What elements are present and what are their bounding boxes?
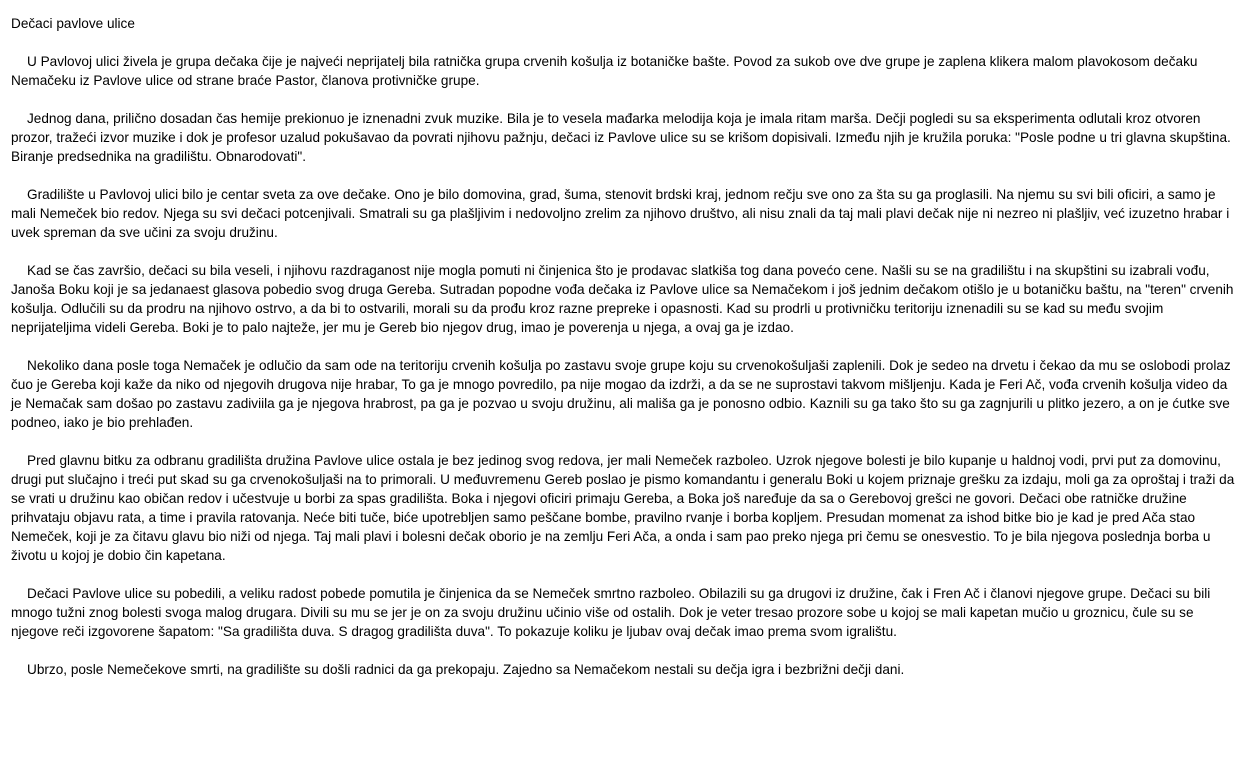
- paragraph-5: Nekoliko dana posle toga Nemaček je odlučio da sam ode na teritoriju crvenih košulja po zastavu svoje grupe koju su crvenokošuljaši zaplenili. Dok je sedeo na drvetu i čekao da mu se oslobodi prolaz čuo je Gereba koji kaže da niko od njegovih drugova nije hrabar, To ga je mnogo povredilo, pa nije mogao da izdrži, a da se ne suprostavi takvom mišljenju. Kada je Feri Ač, vođa crvenih košulja video da je Nemačak sam došao po zastavu zadiviila ga je njegova hrabrost, pa ga je pozvao u svoju družinu, ali mališa ga je ponosno odbio. Kaznili su ga tako što su ga zagnjurili u plitko jezero, a on je ćutke sve podneo, iako je bio prehlađen.: [11, 358, 1231, 430]
- document-title: Dečaci pavlove ulice: [11, 16, 135, 31]
- paragraph-4: Kad se čas završio, dečaci su bila veseli, i njihovu razdraganost nije mogla pomuti ni činjenica što je prodavac slatkiša tog dana povećo cene. Našli su se na gradilištu i na skupštini su izabrali vođu, Janoša Boku koji je sa jedanaest glasova pobedio svog druga Gereba. Sutradan popodne vođa dečaka iz Pavlove ulice sa Nemačekom i još jednim dečakom otišlo je u botaničku baštu, na "teren" crvenih košulja. Odlučili su da prodru na njihovo ostrvo, a da bi to ostvarili, morali su da prođu kroz razne prepreke i opasnosti. Kad su prodrli u protivničku teritoriju iznenadili su se kad su među svojim neprijateljima videli Gereba. Boki je to palo najteže, jer mu je Gereb bio njegov drug, imao je poverenja u njega, a ovaj ga je izdao.: [11, 263, 1234, 335]
- document-body: [11, 14, 1239, 698]
- paragraph-2: Jednog dana, prilično dosadan čas hemije prekionuo je iznenadni zvuk muzike. Bila je to vesela mađarka melodija koja je imala ritam marša. Dečji pogledi su sa eksperimenta odlutali kroz otvoren prozor, tražeći izvor muzike i dok je profesor uzalud pokušavao da povrati njihovu pažnju, dečaci iz Pavlove ulice su se krišom dopisivali. Između njih je kružila poruka: "Posle podne u tri glavna skupština. Biranje predsednika na gradilištu. Obnarodovati".: [11, 111, 1231, 164]
- paragraph-3: Gradilište u Pavlovoj ulici bilo je centar sveta za ove dečake. Ono je bilo domovina, grad, šuma, stenovit brdski kraj, jednom rečju sve ono za šta su ga proglasili. Na njemu su svi bili oficiri, a samo je mali Nemeček bio redov. Njega su svi dečaci potcenjivali. Smatrali su ga plašljivim i nedovoljno zrelim za njihovo društvo, ali nisu znali da taj mali plavi dečak nije ni nezreo ni plašljiv, već izuzetno hrabar i uvek spreman da sve učini za svoju družinu.: [11, 187, 1230, 240]
- paragraph-7: Dečaci Pavlove ulice su pobedili, a veliku radost pobede pomutila je činjenica da se Nemeček smrtno razboleo. Obilazili su ga drugovi iz družine, čak i Fren Ač i članovi njegove grupe. Dečaci su bili mnogo tužni znog bolesti svoga malog drugara. Divili su mu se jer je on za svoju družinu učinio više od ostalih. Dok je veter tresao prozore sobe u kojoj se mali kapetan mučio u groznicu, čule su se njegove reči izgovorene šapatom: "Sa gradilišta duva. S dragog gradilišta duva". To pokazuje koliku je ljubav ovaj dečak imao prema svom igralištu.: [11, 586, 1211, 639]
- paragraph-6: Pred glavnu bitku za odbranu gradilišta družina Pavlove ulice ostala je bez jedinog svog redova, jer mali Nemeček razboleo. Uzrok njegove bolesti je bilo kupanje u haldnoj vodi, prvi put za domovinu, drugi put slučajno i treći put skad su ga crvenokošuljaši na to primorali. U međuvremenu Gereb poslao je pismo komandantu i generalu Boki u kojem priznaje grešku za izdaju, moli ga za oproštaj i traži da se vrati u družinu kao običan redov i učestvuje u borbi za spas gradilišta. Boka i njegovi oficiri primaju Gereba, a Boka još naređuje da sa o Gerebovoj grešci ne govori. Dečaci obe ratničke družine prihvataju objavu rata, a time i pravila ratovanja. Neće biti tuče, biće upotrebljen samo peščane bombe, pravilno rvanje i borba kopljem. Presudan momenat za ishod bitke bio je kad je pred Ača stao Nemeček, koji je za čitavu glavu bio niži od njega. Taj mali plavi i bolesni dečak oborio je na zemlju Feri Ača, a onda i sam pao preko njega pri čemu se onesvestio. To je bila njegova poslednja borba u životu u kojoj je dobio čin kapetana.: [11, 453, 1235, 563]
- paragraph-8: Ubrzo, posle Nemečekove smrti, na gradilište su došli radnici da ga prekopaju. Zajedno sa Nemačekom nestali su dečja igra i bezbrižni dečji dani.: [27, 662, 905, 677]
- paragraph-1: U Pavlovoj ulici živela je grupa dečaka čije je najveći neprijatelj bila ratnička grupa crvenih košulja iz botaničke bašte. Povod za sukob ove dve grupe je zaplena klikera malom plavokosom dečaku Nemačeku iz Pavlove ulice od strane braće Pastor, članova protivničke grupe.: [11, 54, 1198, 88]
